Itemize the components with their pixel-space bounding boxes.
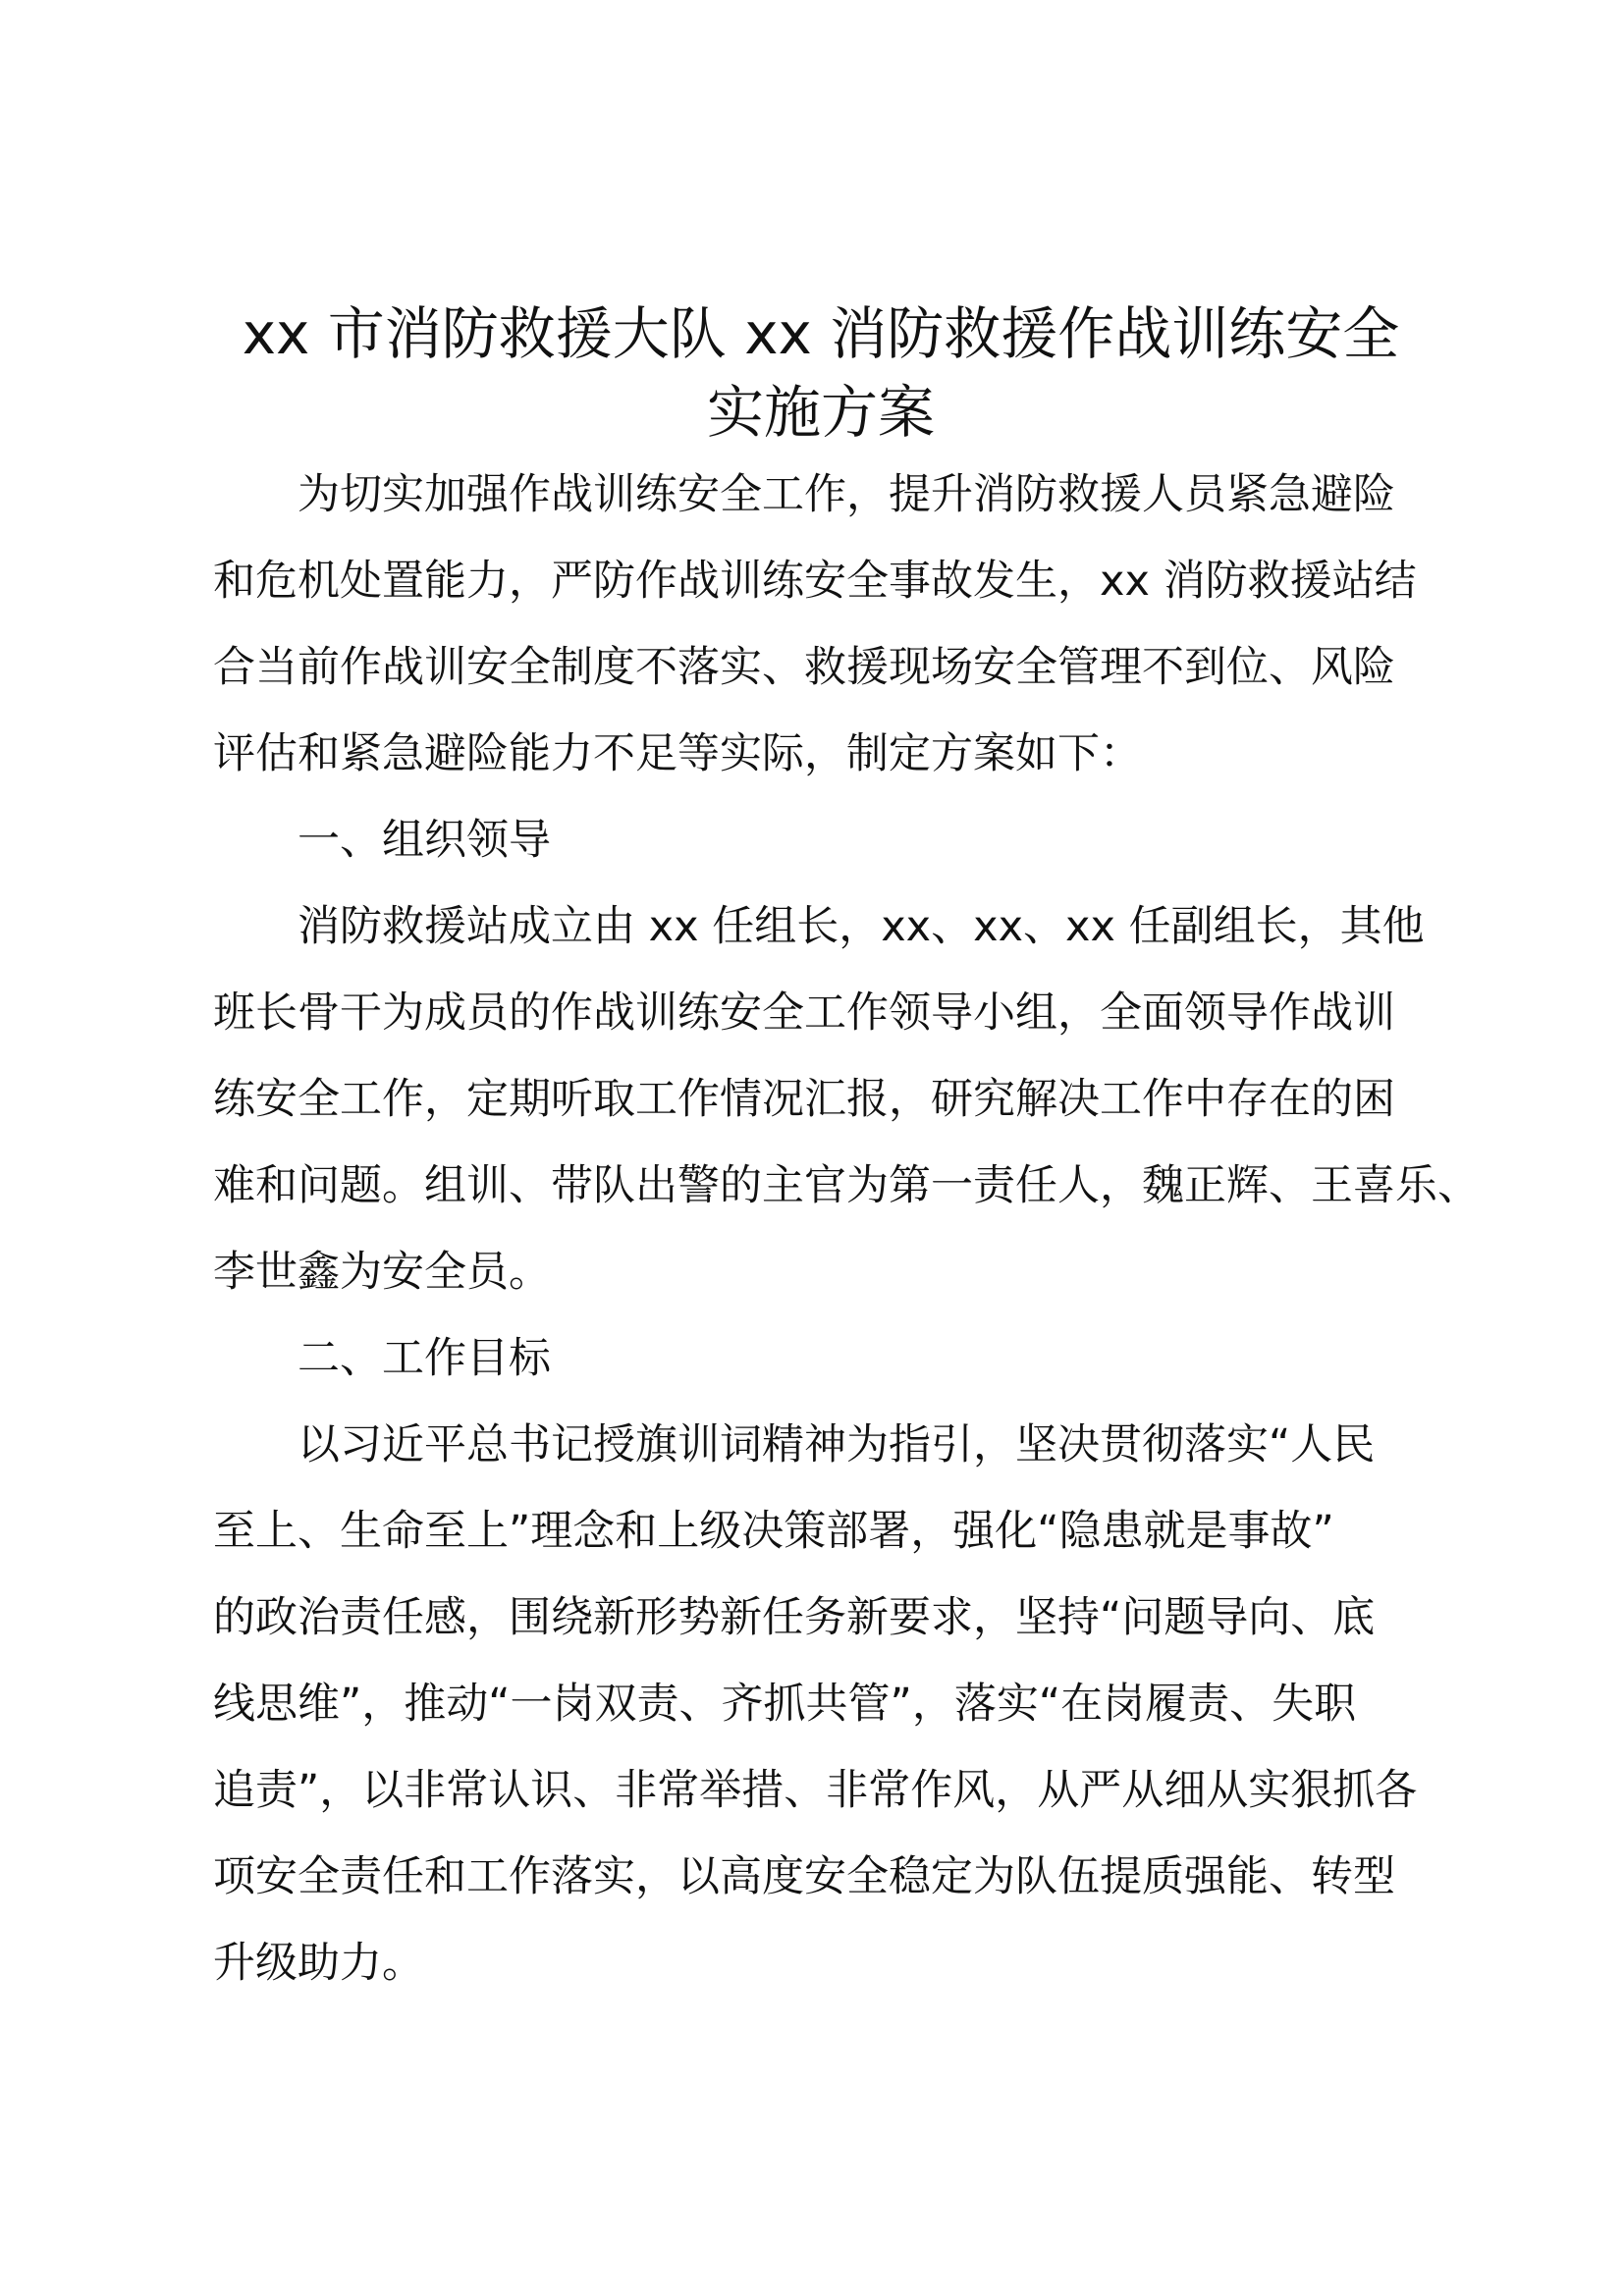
paragraph-line: 为切实加强作战训练安全工作，提升消防救援人员紧急避险 [298, 470, 1395, 519]
paragraph-line: 和危机处置能力，严防作战训练安全事故发生，xx 消防救援站结 [213, 557, 1417, 606]
document-body [213, 294, 1480, 2006]
section-heading-goals [213, 1315, 1429, 1402]
document-title [213, 294, 1429, 452]
paragraph-line: 李世鑫为安全员。 [213, 1248, 551, 1297]
paragraph-line: 升级助力。 [213, 1939, 424, 1988]
paragraph-line: 项安全责任和工作落实，以高度安全稳定为队伍提质强能、转型 [213, 1852, 1395, 1901]
paragraph-line: 合当前作战训安全制度不落实、救援现场安全管理不到位、风险 [213, 643, 1395, 692]
section-heading-text: 一、组织领导 [298, 816, 551, 865]
paragraph-line: 消防救援站成立由 xx 任组长，xx、xx、xx 任副组长，其他 [298, 902, 1425, 951]
section-heading-organization [213, 797, 1429, 883]
paragraph-line: 难和问题。组训、带队出警的主官为第一责任人，魏正辉、王喜乐、 [213, 1161, 1480, 1210]
paragraph-line: 班长骨干为成员的作战训练安全工作领导小组，全面领导作战训 [213, 988, 1395, 1038]
title-line-1: xx 市消防救援大队 xx 消防救援作战训练安全 [242, 300, 1400, 367]
title-line-2: 实施方案 [706, 379, 935, 446]
paragraph-line: 线思维”，推动“一岗双责、齐抓共管”，落实“在岗履责、失职 [213, 1680, 1357, 1729]
section-heading-text: 二、工作目标 [298, 1334, 551, 1383]
intro-paragraph [213, 452, 1429, 797]
paragraph-line: 追责”，以非常认识、非常举措、非常作风，从严从细从实狠抓各 [213, 1766, 1418, 1815]
organization-paragraph [213, 883, 1480, 1315]
paragraph-line: 的政治责任感，围绕新形势新任务新要求，坚持“问题导向、底 [213, 1593, 1376, 1642]
goals-paragraph [213, 1402, 1429, 2006]
paragraph-line: 评估和紧急避险能力不足等实际，制定方案如下： [213, 729, 1142, 778]
paragraph-line: 练安全工作，定期听取工作情况汇报，研究解决工作中存在的困 [213, 1075, 1395, 1124]
paragraph-line: 以习近平总书记授旗训词精神为指引，坚决贯彻落实“人民 [298, 1420, 1376, 1469]
paragraph-line: 至上、生命至上”理念和上级决策部署，强化“隐患就是事故” [213, 1507, 1334, 1556]
